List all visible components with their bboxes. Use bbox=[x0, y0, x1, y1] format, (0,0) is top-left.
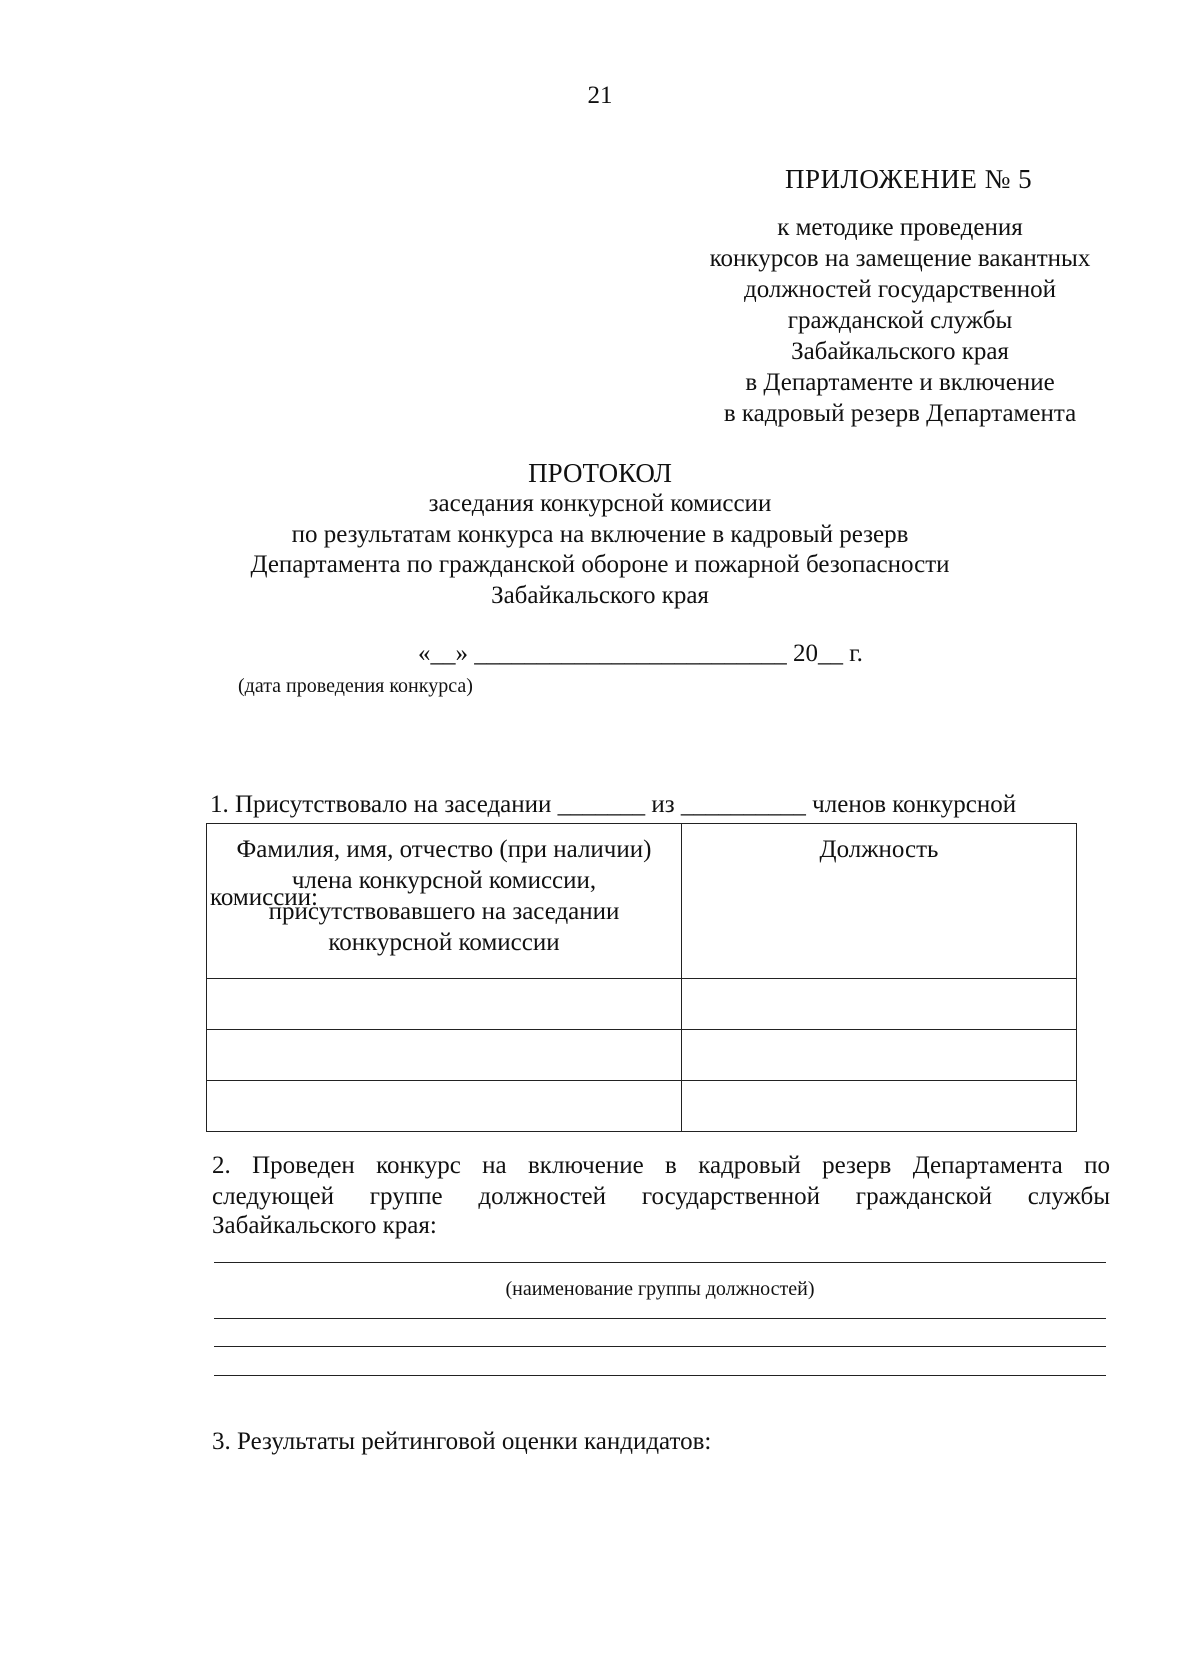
appendix-line: в Департаменте и включение bbox=[745, 369, 1055, 396]
fill-in-line bbox=[214, 1318, 1106, 1319]
section-1-line: комиссии: bbox=[210, 884, 318, 911]
member-position-cell[interactable] bbox=[682, 1081, 1077, 1132]
appendix-line: конкурсов на замещение вакантных bbox=[709, 245, 1091, 272]
date-field-line: «__» _________________________ 20__ г. bbox=[418, 640, 863, 667]
table-row bbox=[207, 1081, 1077, 1132]
fill-in-line bbox=[214, 1375, 1106, 1376]
section-1-line: 1. Присутствовало на заседании _______ из __________ членов конкурсной bbox=[210, 791, 1017, 818]
fill-in-line bbox=[214, 1346, 1106, 1347]
appendix-line: к методике проведения bbox=[777, 214, 1023, 241]
section-2-line: 2. Проведен конкурс на включение в кадровый резерв Департамента по bbox=[212, 1152, 1110, 1179]
protocol-line: Департамента по гражданской обороне и пожарной безопасности bbox=[250, 551, 950, 578]
protocol-subtitle bbox=[0, 489, 1200, 611]
protocol-line: заседания конкурсной комиссии bbox=[428, 490, 772, 517]
header-member-name: Фамилия, имя, отчество (при наличии) члена конкурсной комиссии, присутствовавшего на заседании конкурсной комиссии bbox=[207, 824, 682, 979]
appendix-title: ПРИЛОЖЕНИЕ № 5 bbox=[785, 164, 1033, 194]
section-2-line: следующей группе должностей государственной гражданской службы bbox=[212, 1183, 1110, 1210]
appendix-line: должностей государственной bbox=[743, 276, 1057, 303]
section-2-line: Забайкальского края: bbox=[212, 1212, 437, 1239]
appendix-subtitle bbox=[650, 212, 1150, 429]
member-position-cell[interactable] bbox=[682, 1030, 1077, 1081]
member-name-cell[interactable] bbox=[207, 1030, 682, 1081]
member-name-cell[interactable] bbox=[207, 979, 682, 1030]
member-position-cell[interactable] bbox=[682, 979, 1077, 1030]
protocol-line: Забайкальского края bbox=[491, 581, 709, 609]
table-row bbox=[207, 979, 1077, 1030]
members-table bbox=[206, 823, 1077, 1132]
date-caption: (дата проведения конкурса) bbox=[238, 675, 473, 697]
appendix-line: гражданской службы bbox=[787, 307, 1013, 334]
section-2-competition bbox=[212, 1150, 1110, 1212]
group-caption: (наименование группы должностей) bbox=[505, 1278, 815, 1300]
members-table-header bbox=[207, 824, 1077, 979]
fill-in-line bbox=[214, 1262, 1106, 1263]
page-number: 21 bbox=[587, 82, 613, 109]
table-row bbox=[207, 1030, 1077, 1081]
protocol-title: ПРОТОКОЛ bbox=[528, 458, 672, 488]
header-position: Должность bbox=[682, 824, 1077, 979]
section-3-ratings: 3. Результаты рейтинговой оценки кандидатов: bbox=[212, 1428, 712, 1455]
protocol-line: по результатам конкурса на включение в кадровый резерв bbox=[291, 520, 909, 548]
member-name-cell[interactable] bbox=[207, 1081, 682, 1132]
appendix-line: в кадровый резерв Департамента bbox=[723, 400, 1077, 427]
appendix-line: Забайкальского края bbox=[791, 338, 1009, 365]
